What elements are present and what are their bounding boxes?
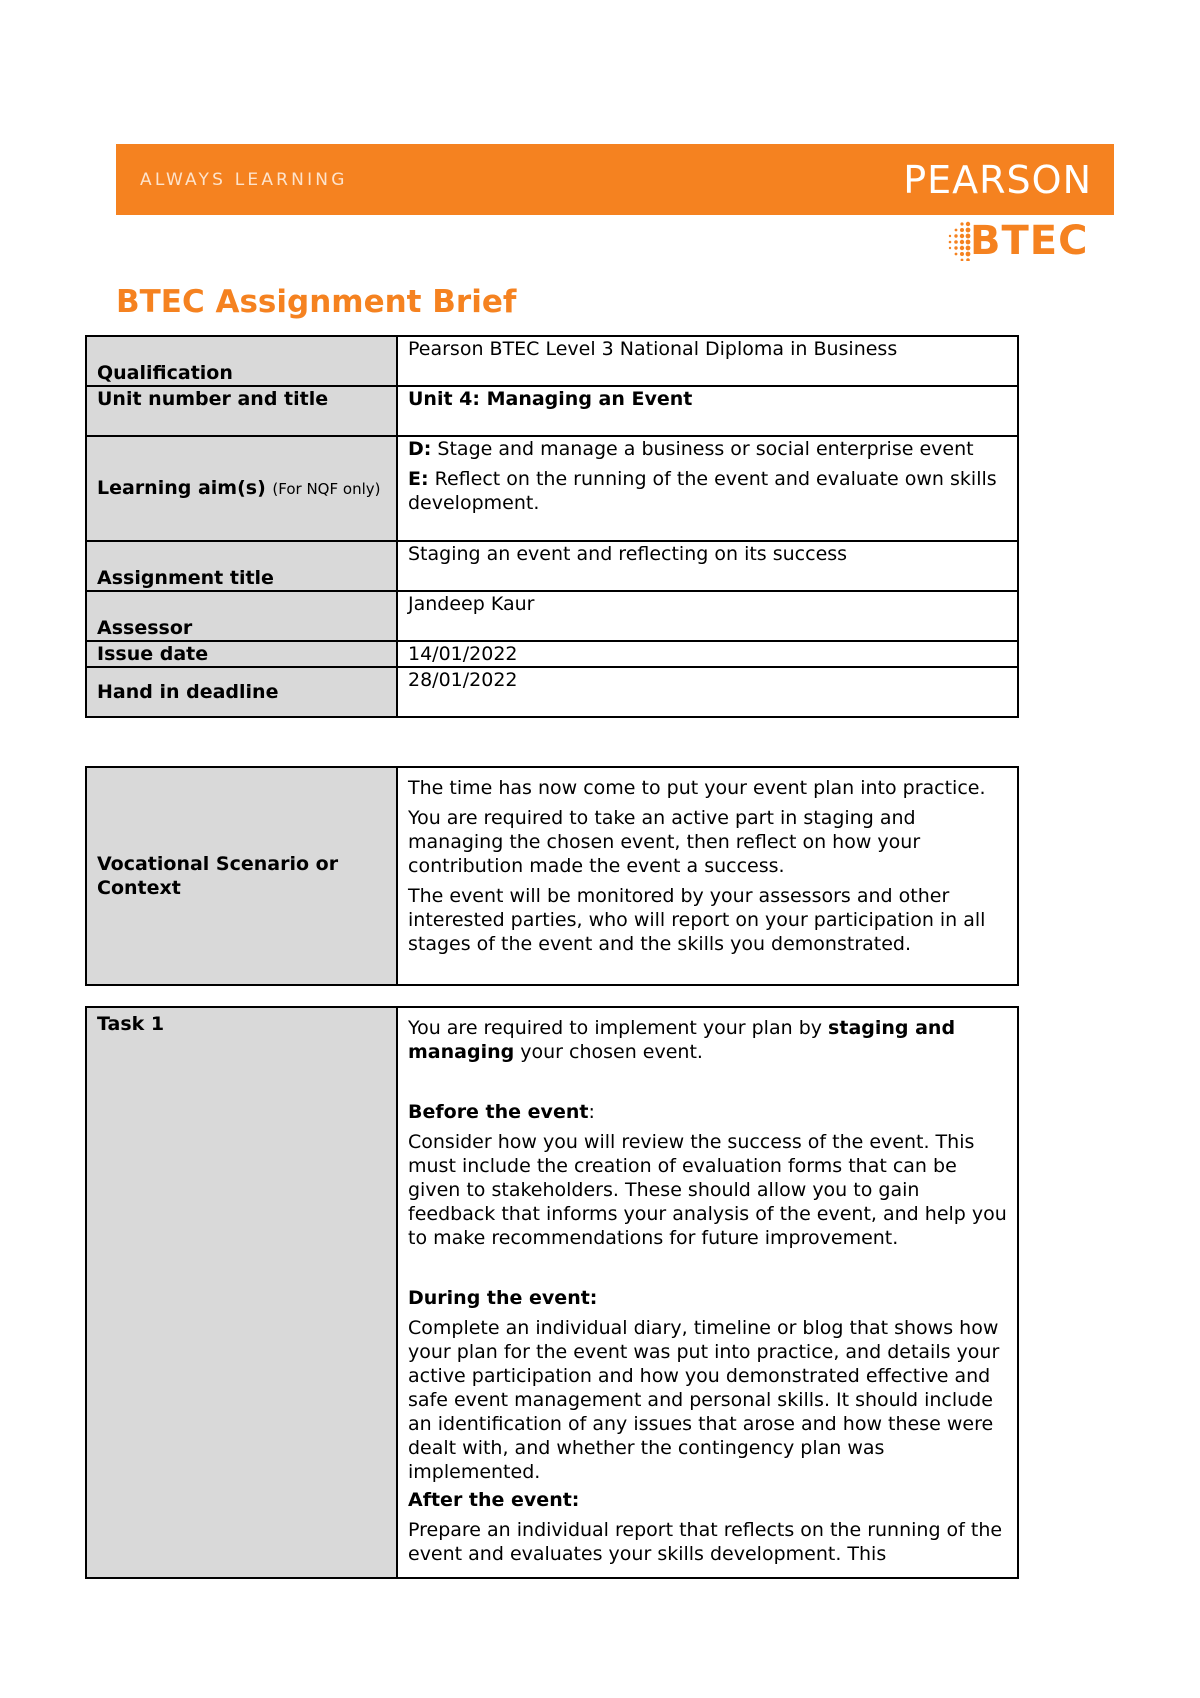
assignment-title-value: Staging an event and reflecting on its success bbox=[397, 541, 1018, 591]
task-table bbox=[85, 1006, 1019, 1579]
details-table bbox=[85, 335, 1019, 718]
task1-text: You are required to implement your plan by staging and managing your chosen event. Before the event: Consider how you will review the success of the event. This must include the creation of evaluation forms that can be given to stakeholders. These should allow you to gain feedback that informs your analysis of the event, and help you to make recommendations for future improvement. During the event: Complete an individual diary, timeline or blog that shows how your plan for the event was put into practice, and details your active participation and how you demonstrated effective and safe event management and personal skills. It should include an identification of any issues that arose and how these were dealt with, and whether the contingency plan was implemented. After the event: Prepare an individual report that reflects on the running of the event and evaluates your skills development. This bbox=[397, 1007, 1018, 1578]
table-row bbox=[86, 386, 1018, 436]
qualification-label: Qualification bbox=[86, 336, 397, 386]
scenario-text: The time has now come to put your event plan into practice. You are required to take an active part in staging and managing the chosen event, then reflect on how your contribution made the event a success. The event will be monitored by your assessors and other interested parties, who will report on your participation in all stages of the event and the skills you demonstrated. bbox=[397, 767, 1018, 985]
table-row bbox=[86, 767, 1018, 985]
header-banner bbox=[116, 144, 1114, 215]
learning-aims-label: Learning aim(s) (For NQF only) bbox=[86, 436, 397, 541]
tagline: ALWAYS LEARNING bbox=[140, 170, 348, 190]
assessor-label: Assessor bbox=[86, 591, 397, 641]
table-row bbox=[86, 641, 1018, 667]
aims-note: (For NQF only) bbox=[272, 480, 381, 498]
learning-aims-value: D: Stage and manage a business or social enterprise event E: Reflect on the running of the event and evaluate own skills development. bbox=[397, 436, 1018, 541]
table-row bbox=[86, 591, 1018, 641]
unit-value: Unit 4: Managing an Event bbox=[397, 386, 1018, 436]
deadline-label: Hand in deadline bbox=[86, 667, 397, 717]
task1-label: Task 1 bbox=[86, 1007, 397, 1578]
unit-label: Unit number and title bbox=[86, 386, 397, 436]
btec-logo bbox=[944, 215, 1116, 267]
table-row bbox=[86, 336, 1018, 386]
table-row bbox=[86, 1007, 1018, 1578]
table-row bbox=[86, 541, 1018, 591]
scenario-label: Vocational Scenario or Context bbox=[86, 767, 397, 985]
brand-logo: PEARSON bbox=[903, 158, 1092, 202]
issue-date-label: Issue date bbox=[86, 641, 397, 667]
deadline-value: 28/01/2022 bbox=[397, 667, 1018, 717]
assessor-value: Jandeep Kaur bbox=[397, 591, 1018, 641]
page-title: BTEC Assignment Brief bbox=[116, 284, 517, 320]
qualification-value: Pearson BTEC Level 3 National Diploma in Business bbox=[397, 336, 1018, 386]
btec-wordmark: BTEC bbox=[970, 218, 1089, 264]
scenario-table bbox=[85, 766, 1019, 986]
table-row bbox=[86, 667, 1018, 717]
assignment-title-label: Assignment title bbox=[86, 541, 397, 591]
issue-date-value: 14/01/2022 bbox=[397, 641, 1018, 667]
table-row bbox=[86, 436, 1018, 541]
